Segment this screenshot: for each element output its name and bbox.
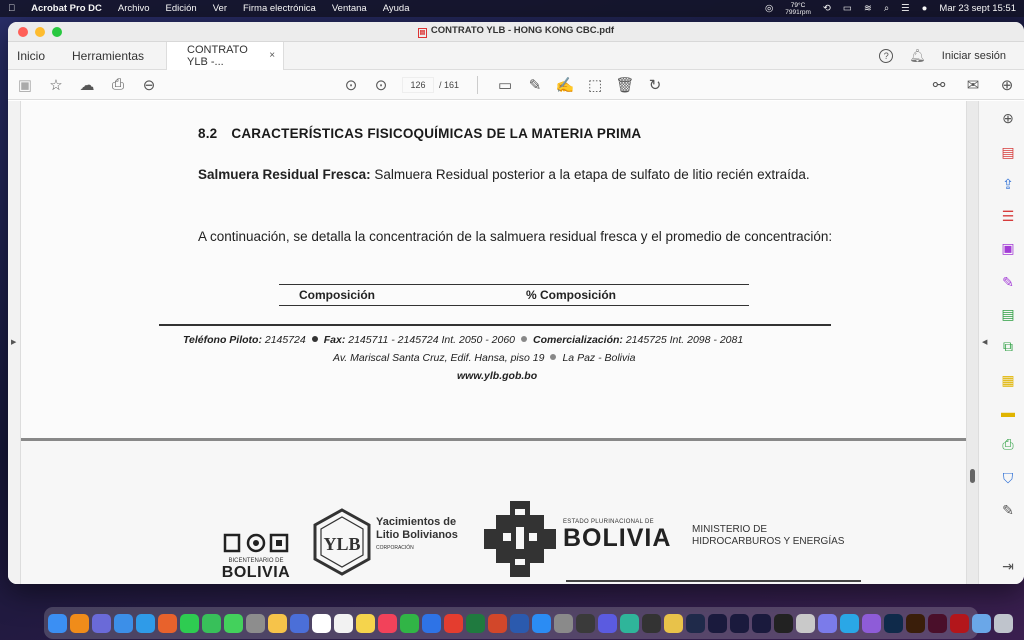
trash-icon[interactable]: [994, 614, 1013, 633]
music-icon[interactable]: [378, 614, 397, 633]
siri-icon[interactable]: ●: [921, 3, 928, 14]
bicentenario-logo: [220, 533, 292, 582]
app-icon[interactable]: [840, 614, 859, 633]
export-pdf-icon[interactable]: ⇪: [1002, 175, 1014, 192]
firefox-icon[interactable]: [158, 614, 177, 633]
term-bold: Salmuera Residual Fresca:: [198, 167, 371, 182]
toolbar: [8, 70, 1024, 100]
estado-small-text: ESTADO PLURINACIONAL DE: [563, 519, 654, 525]
menu-ventana[interactable]: Ventana: [324, 3, 360, 14]
ylb-line-1: Yacimientos de: [376, 516, 457, 528]
comment-icon[interactable]: ▭: [497, 76, 513, 94]
previous-page-icon[interactable]: ⊙: [344, 76, 358, 94]
add-user-icon[interactable]: ⊕: [1000, 76, 1014, 94]
temperature-widget[interactable]: [785, 2, 811, 16]
ministerio-logo: [692, 524, 844, 548]
wifi-icon[interactable]: ≋: [863, 3, 872, 14]
media-encoder-icon[interactable]: [730, 614, 749, 633]
svg-text:YLB: YLB: [323, 534, 361, 554]
section-title: CARACTERÍSTICAS FISICOQUÍMICAS DE LA MATERIA PRIMA: [231, 126, 642, 141]
temperature-label: 79°C: [790, 1, 806, 9]
page-rule: [566, 580, 861, 582]
preview-icon[interactable]: [972, 614, 991, 633]
mail-icon[interactable]: [114, 614, 133, 633]
create-pdf-icon[interactable]: ▤: [1001, 143, 1015, 160]
section-number: 8.2: [198, 126, 218, 141]
macos-dock: [44, 607, 978, 639]
chakana-emblem-icon: [483, 499, 557, 577]
expand-left-panel-icon[interactable]: ▶: [11, 339, 17, 346]
bicentenario-emblem-icon: [223, 533, 289, 553]
app-icon[interactable]: [686, 614, 705, 633]
estado-plurinacional-logo: [563, 519, 671, 551]
paragraph-salmuera: [198, 164, 838, 186]
control-center-icon[interactable]: ☰: [901, 3, 910, 14]
premiere-icon[interactable]: [752, 614, 771, 633]
cloud-upload-icon[interactable]: ☁: [79, 76, 95, 94]
tab-bar: [8, 42, 1024, 70]
stamp-icon[interactable]: ⬚: [587, 76, 603, 94]
export-image-icon[interactable]: ▦: [1001, 371, 1015, 388]
toolbar-divider: [477, 76, 478, 94]
acrobat-icon[interactable]: [950, 614, 969, 633]
footer-bullet: [521, 336, 527, 342]
organize-pages-icon[interactable]: ☰: [1001, 207, 1015, 224]
close-tab-icon[interactable]: ×: [269, 50, 276, 61]
tab-document[interactable]: [166, 42, 284, 70]
search-icon[interactable]: ⌕: [883, 3, 890, 14]
powerpoint-icon[interactable]: [488, 614, 507, 633]
macos-menubar: [0, 0, 1024, 17]
footer-phones: [183, 334, 743, 346]
app-icon[interactable]: [620, 614, 639, 633]
app-store-icon[interactable]: [532, 614, 551, 633]
compress-pdf-icon[interactable]: ▣: [1001, 239, 1015, 256]
rotate-icon[interactable]: ↻: [648, 76, 662, 94]
app-icon[interactable]: [818, 614, 837, 633]
ministerio-line-2: HIDROCARBUROS Y ENERGÍAS: [692, 536, 845, 547]
fill-sign-icon[interactable]: ✎: [1002, 273, 1014, 290]
next-page-icon[interactable]: ⊙: [374, 76, 388, 94]
zoom-out-icon[interactable]: ⊖: [142, 76, 156, 94]
anydesk-icon[interactable]: [444, 614, 463, 633]
footer-tel: 2145724: [261, 334, 306, 346]
history-icon[interactable]: ⟲: [822, 3, 831, 14]
title-bar: [8, 22, 1024, 42]
scrollbar-thumb[interactable]: [970, 469, 975, 483]
clock[interactable]: Mar 23 sept 15:51: [939, 3, 1016, 14]
facetime-icon[interactable]: [202, 614, 221, 633]
combine-files-icon[interactable]: ⧉: [1003, 337, 1013, 354]
excel-icon[interactable]: [466, 614, 485, 633]
footer-tel-label: Teléfono Piloto:: [183, 334, 262, 346]
vlc-icon[interactable]: [70, 614, 89, 633]
menu-archivo[interactable]: Archivo: [110, 3, 143, 14]
safari-icon[interactable]: [136, 614, 155, 633]
whatsapp-icon[interactable]: [180, 614, 199, 633]
share-link-icon[interactable]: ⚯: [932, 76, 946, 94]
menu-edicion[interactable]: Edición: [158, 3, 190, 14]
footer-bullet: [312, 336, 318, 342]
messages-icon[interactable]: [224, 614, 243, 633]
keynote-icon[interactable]: [422, 614, 441, 633]
illustrator-icon[interactable]: [906, 614, 925, 633]
photos-icon[interactable]: [268, 614, 287, 633]
menu-ver[interactable]: Ver: [205, 3, 220, 14]
app-icon[interactable]: [796, 614, 815, 633]
launchpad-icon[interactable]: [92, 614, 111, 633]
table-top-rule: [279, 284, 749, 285]
app-icon[interactable]: [576, 614, 595, 633]
footer-com: 2145725 Int. 2098 - 2081: [622, 334, 744, 346]
footer-fax: 2145711 - 2145724 Int. 2050 - 2060: [345, 334, 516, 346]
zoom-search-icon[interactable]: ⊕: [1002, 109, 1014, 126]
word-icon[interactable]: [510, 614, 529, 633]
ylb-hexagon-logo-icon: [311, 507, 373, 577]
tab-home[interactable]: Inicio: [17, 48, 46, 63]
finder-2-icon[interactable]: [290, 614, 309, 633]
collapse-right-panel-icon[interactable]: ◀: [982, 339, 988, 346]
finder-icon[interactable]: [48, 614, 67, 633]
scan-ocr-icon[interactable]: ⎙: [1002, 435, 1014, 452]
battery-icon[interactable]: ▭: [842, 3, 852, 14]
more-tools-icon[interactable]: ✎: [1002, 501, 1014, 518]
ylb-line-3: CORPORACIÓN: [376, 545, 414, 551]
page-number-input[interactable]: 126: [402, 77, 434, 93]
table-header-rule: [279, 305, 749, 306]
tab-tools[interactable]: Herramientas: [72, 48, 145, 63]
print-icon[interactable]: ⎙: [111, 76, 124, 93]
page-indicator: [402, 77, 459, 93]
app-icon[interactable]: [598, 614, 617, 633]
footer-fax-label: Fax:: [323, 334, 346, 346]
pdf-file-icon: ▤: [419, 30, 426, 36]
delete-icon[interactable]: 🗑︎: [615, 76, 635, 94]
footer-rule: [159, 324, 831, 326]
collapse-tools-icon[interactable]: ⇥: [1002, 557, 1014, 574]
tab-document-label: CONTRATO YLB -...: [187, 43, 248, 68]
bicentenario-small-text: BICENTENARIO DE: [228, 558, 284, 564]
email-icon[interactable]: ✉: [966, 76, 980, 94]
after-effects-icon[interactable]: [708, 614, 727, 633]
section-heading: [198, 126, 641, 141]
system-settings-icon[interactable]: [554, 614, 573, 633]
bookmark-star-icon[interactable]: ☆: [49, 76, 63, 94]
bridge-icon[interactable]: [774, 614, 793, 633]
reminders-icon[interactable]: [334, 614, 353, 633]
window-title-text: CONTRATO YLB - HONG KONG CBC.pdf: [430, 25, 615, 36]
acrobat-window: [8, 22, 1024, 584]
comment-tool-icon[interactable]: ▬: [1001, 404, 1015, 420]
left-panel-rail: [8, 101, 21, 584]
window-title: [8, 25, 1024, 38]
bicentenario-big-text: BOLIVIA: [221, 564, 291, 581]
sign-in-button[interactable]: Iniciar sesión: [941, 49, 1006, 62]
calendar-icon[interactable]: [312, 614, 331, 633]
highlight-pen-icon[interactable]: ✎: [528, 76, 542, 94]
footer-address: [333, 352, 635, 364]
pdf-page-126: [21, 101, 966, 438]
ministerio-line-1: MINISTERIO DE: [692, 524, 768, 535]
app-menu[interactable]: Acrobat Pro DC: [24, 3, 95, 14]
help-icon[interactable]: ?: [879, 49, 893, 63]
estado-big-text: BOLIVIA: [563, 524, 672, 552]
notifications-bell-icon[interactable]: 🔔︎: [909, 47, 926, 63]
app-icon[interactable]: [642, 614, 661, 633]
page-total-label: / 161: [439, 79, 460, 90]
app-icon[interactable]: [862, 614, 881, 633]
footer-bullet: [550, 354, 556, 360]
contacts-icon[interactable]: [246, 614, 265, 633]
indesign-icon[interactable]: [928, 614, 947, 633]
term-description: Salmuera Residual posterior a la etapa de sulfato de litio recién extraída.: [370, 167, 810, 182]
table-header-porcentaje: % Composición: [526, 288, 617, 302]
table-header-composicion: Composición: [299, 288, 376, 302]
paragraph-concentracion: A continuación, se detalla la concentración de la salmuera residual fresca y el promedio de concentración:: [198, 229, 833, 244]
draw-signature-icon[interactable]: ✍: [555, 76, 575, 94]
numbers-icon[interactable]: [400, 614, 419, 633]
save-icon[interactable]: ▣: [17, 76, 33, 94]
vertical-scrollbar[interactable]: [966, 101, 978, 584]
edit-pdf-icon[interactable]: ▤: [1001, 305, 1015, 322]
footer-website: www.ylb.gob.bo: [457, 370, 538, 382]
screen-mirror-icon[interactable]: ◎: [764, 3, 774, 14]
footer-street: Av. Mariscal Santa Cruz, Edif. Hansa, piso 19: [333, 352, 545, 364]
fan-rpm-label: 7991rpm: [785, 8, 811, 16]
protect-icon[interactable]: ⛉: [1002, 469, 1014, 486]
apple-menu-icon[interactable]: [8, 3, 15, 14]
right-tools-panel: [978, 101, 1024, 584]
ylb-wordmark: [376, 516, 458, 555]
ylb-line-2: Litio Bolivianos: [376, 529, 458, 541]
menu-ayuda[interactable]: Ayuda: [375, 3, 403, 14]
document-area: [8, 101, 1024, 584]
footer-city: La Paz - Bolivia: [562, 352, 636, 364]
app-icon[interactable]: [664, 614, 683, 633]
pdf-viewport[interactable]: [21, 101, 966, 584]
photoshop-icon[interactable]: [884, 614, 903, 633]
notes-icon[interactable]: [356, 614, 375, 633]
footer-com-label: Comercialización:: [533, 334, 623, 346]
menu-firma-electronica[interactable]: Firma electrónica: [235, 3, 309, 14]
pdf-page-127: [21, 441, 966, 584]
